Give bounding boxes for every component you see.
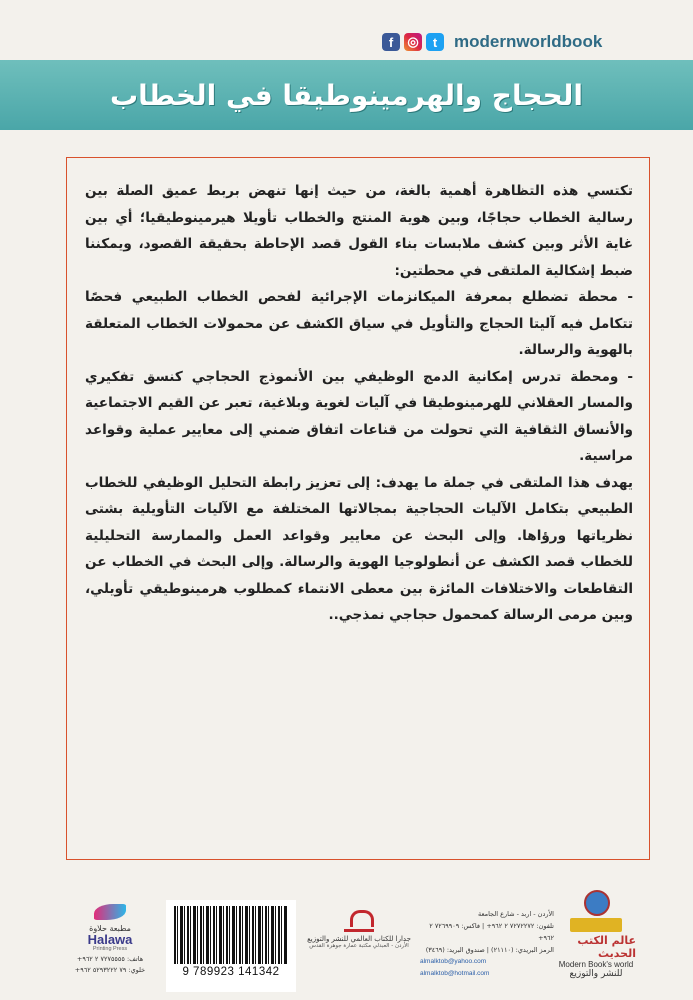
site-name: modernworldbook: [454, 32, 603, 51]
printer-sub-en: Printing Press: [92, 946, 128, 952]
barcode-bars: [174, 906, 288, 964]
bird-icon: [88, 902, 132, 924]
globe-book-icon: [566, 890, 626, 932]
printer-phones: [60, 954, 160, 976]
facebook-icon[interactable]: f: [382, 33, 400, 51]
publisher-phone: تلفون: ٧٢٧٢٢٧٢ ٢ ٩٦٢+ | فاكس: ٧٢٦٩٩٠٩ ٢ ٩٦٢+: [429, 922, 554, 942]
distributor-mark-icon: [344, 906, 374, 932]
printer-phone-2: خلوي: ٧٩ ٥٢٩٣٢٢٢ ٩٦٢+: [74, 966, 146, 974]
publisher-logo: [556, 890, 636, 990]
paragraph-intro: تكتسي هذه التظاهرة أهمية بالغة، من حيث إنها تنهض بربط عميق الصلة بين رسالية الخطاب حجاجًا، وبين هوية المنتج والخطاب تأويلا هيرمينوطيقيا؛ أي بين غاية الأثر وبين كشف ملابسات بناء القول قصد الإحاطة بحقيقة القصود، ويمكننا ضبط إشكالية الملتقى في محطتين:: [85, 183, 633, 279]
paragraph-station-1: - محطة تضطلع بمعرفة الميكانزمات الإجرائية لفحص الخطاب الطبيعي فحصًا تتكامل فيه آليتا الحجاج والتأويل في سياق الكشف عن محمولات الخطاب المتعلقة بالهوية والرسالة.: [85, 289, 633, 358]
distributor-line-1: جدارا للكتاب العالمي للنشر والتوزيع: [307, 935, 411, 943]
paragraph-station-2: - ومحطة تدرس إمكانية الدمج الوظيفي بين الأنموذج الحجاجي كنسق تفكيري والمسار العقلاني للهرمينوطيقا في آليات لغوية وبلاغية، تعبر عن القيم الاجتماعية والأنساق الثقافية التي تحولت من قناعات اتفاق ضمني إلى معايير عملية وقواعد مراسية.: [85, 368, 633, 464]
social-row: [382, 32, 602, 52]
printer-phone-1: هاتف: ٧٢٧٥٥٥٥ ٢ ٩٦٢+: [76, 955, 144, 963]
publisher-email-2[interactable]: almalktob@hotmail.com: [420, 970, 490, 977]
book-title: الحجاج والهرمينوطيقا في الخطاب: [110, 78, 583, 112]
publisher-name-en: Modern Book's world: [558, 960, 634, 969]
paragraph-goals: يهدف هذا الملتقى في جملة ما يهدف: إلى تعزيز رابطة التحليل الوظيفي للخطاب الطبيعي بتكامل الآليات الحجاجية بمجالاتها المختلفة مع الآليات التأويلية بشتى نظرياتها ورؤاها. وإلى البحث عن معايير وقواعد العمل والممارسة التحليلية للخطاب قصد الكشف عن أنطولوجيا الهوية والرسالة. وإلى البحث في الخطاب عن التقاطعات والاختلافات المائزة بين معطى الانتماء كمطلوب هرمينوطيقي تأويلي، وبين مرمى الرسالة كمحمول حجاجي نمذجي..: [85, 474, 633, 623]
publisher-sub-ar: للنشر والتوزيع: [569, 969, 623, 979]
blurb-text: [85, 178, 633, 629]
distributor-logo: [300, 906, 418, 949]
publisher-email-1[interactable]: almalktob@yahoo.com: [420, 958, 487, 965]
blurb-frame: [66, 157, 650, 860]
instagram-icon[interactable]: ◎: [404, 33, 422, 51]
twitter-icon[interactable]: t: [426, 33, 444, 51]
printer-name-en: Halawa: [87, 932, 133, 947]
isbn-number: 9 789923 141342: [182, 966, 280, 978]
isbn-barcode: [166, 900, 296, 992]
publisher-po-box: الرمز البريدي: (٢١١١٠) | صندوق البريد: (٣٤٦٩): [425, 946, 554, 954]
publisher-address: الأردن - اربد - شارع الجامعة: [477, 910, 554, 918]
title-band: [0, 60, 693, 130]
printer-name-ar: مطبعة حلاوة: [89, 924, 131, 933]
publisher-name-ar: عالم الكتب الحديث: [577, 934, 636, 960]
distributor-line-2: الأردن - العبدلي مكتبة عمارة جوهرة القدس: [309, 943, 409, 949]
printer-logo: [60, 902, 160, 976]
publisher-contact: [420, 908, 554, 980]
